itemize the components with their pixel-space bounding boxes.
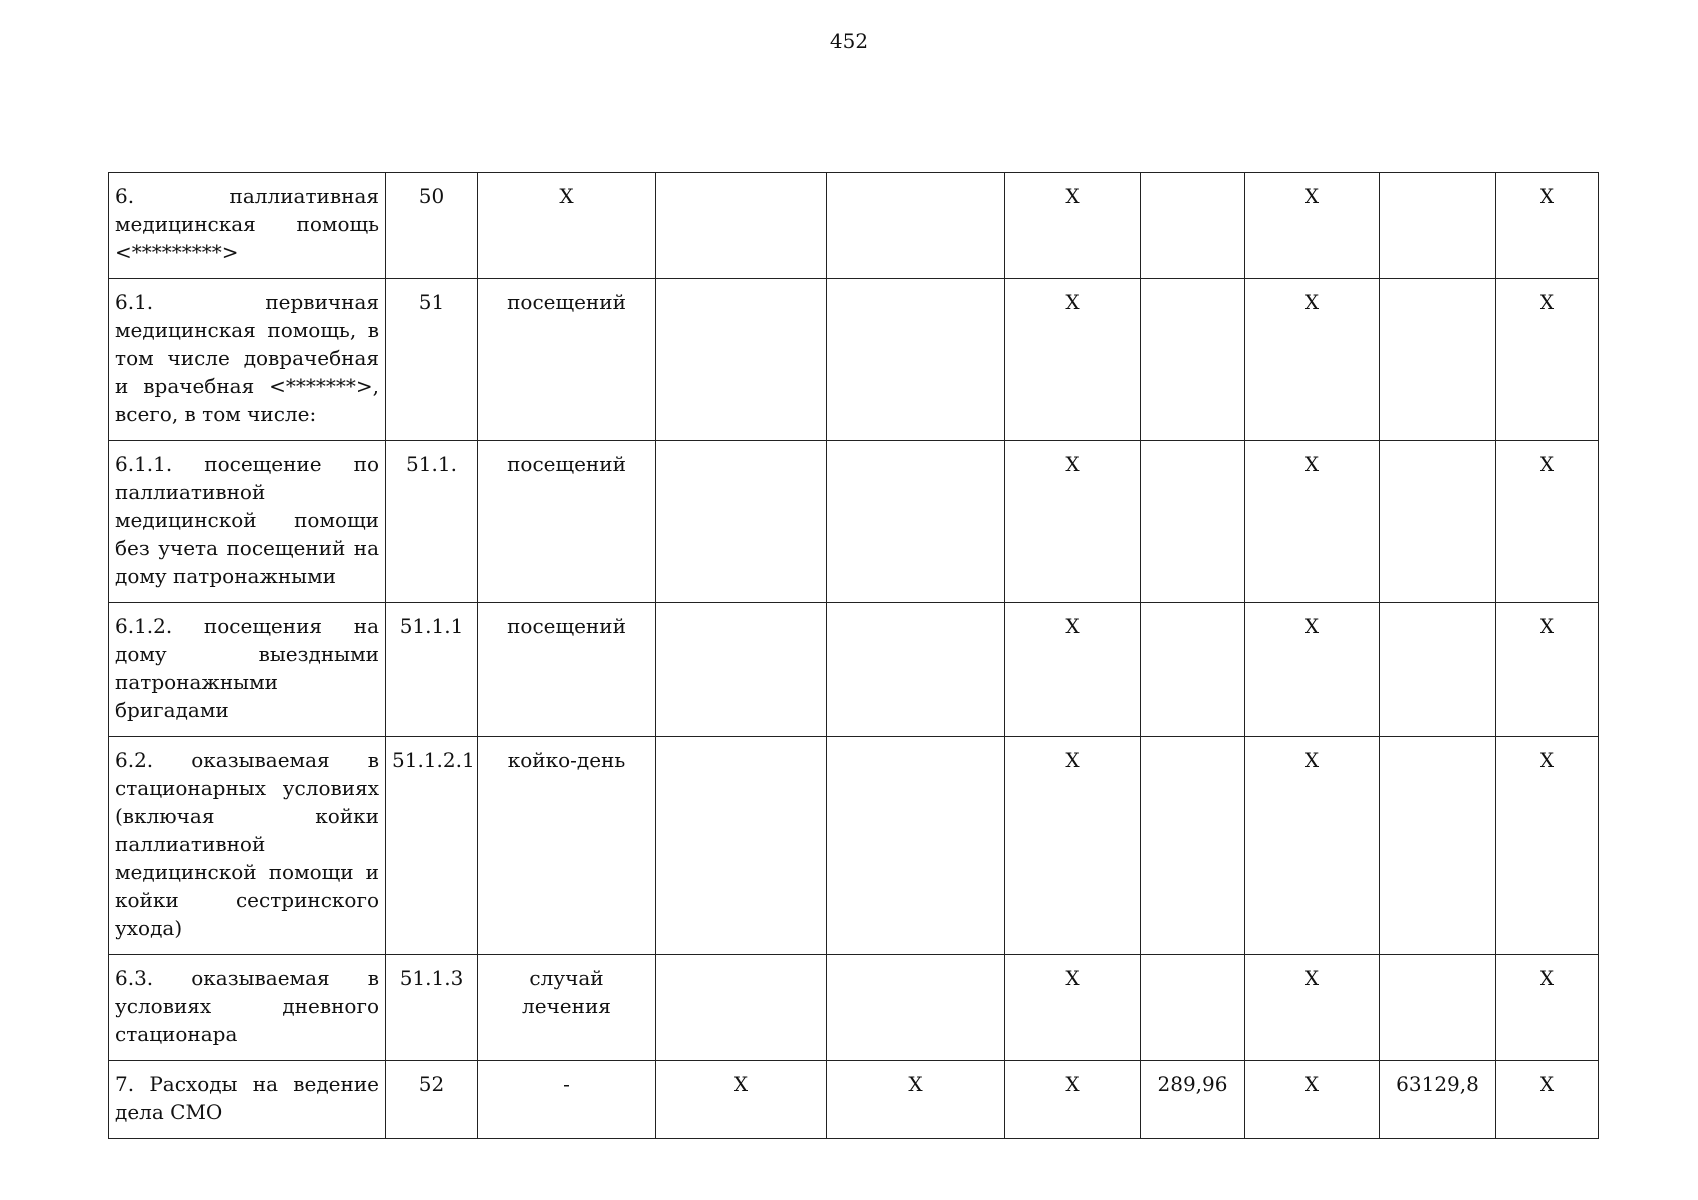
row-name-cell: 6.1.1. посещение по паллиативной медицинской помощи без учета посещений на дому патронажными bbox=[109, 441, 386, 603]
row-cell-5 bbox=[827, 173, 1005, 279]
row-cell-10: Х bbox=[1496, 955, 1599, 1061]
row-cell-4: Х bbox=[656, 1061, 827, 1139]
row-cell-9 bbox=[1380, 603, 1496, 737]
table-row bbox=[109, 955, 1599, 1061]
row-unit-cell: посещений bbox=[478, 603, 656, 737]
row-code-cell: 51 bbox=[386, 279, 478, 441]
row-cell-4 bbox=[656, 279, 827, 441]
row-name-cell: 7. Расходы на ведение дела СМО bbox=[109, 1061, 386, 1139]
row-code-cell: 50 bbox=[386, 173, 478, 279]
row-name-cell: 6. паллиативная медицинская помощь <*********> bbox=[109, 173, 386, 279]
row-cell-6: Х bbox=[1005, 173, 1141, 279]
row-cell-9 bbox=[1380, 441, 1496, 603]
row-unit-cell: койко-день bbox=[478, 737, 656, 955]
row-cell-5 bbox=[827, 955, 1005, 1061]
row-cell-7 bbox=[1141, 955, 1245, 1061]
row-unit-cell: посещений bbox=[478, 279, 656, 441]
row-cell-8: Х bbox=[1245, 173, 1380, 279]
row-cell-7 bbox=[1141, 441, 1245, 603]
row-cell-8: Х bbox=[1245, 603, 1380, 737]
row-cell-9 bbox=[1380, 737, 1496, 955]
row-cell-9 bbox=[1380, 173, 1496, 279]
row-cell-5 bbox=[827, 737, 1005, 955]
table-row bbox=[109, 441, 1599, 603]
row-name-cell: 6.1.2. посещения на дому выездными патронажными бригадами bbox=[109, 603, 386, 737]
row-cell-4 bbox=[656, 603, 827, 737]
row-cell-8: Х bbox=[1245, 737, 1380, 955]
table-row bbox=[109, 737, 1599, 955]
table-row bbox=[109, 173, 1599, 279]
row-cell-4 bbox=[656, 955, 827, 1061]
row-cell-7: 289,96 bbox=[1141, 1061, 1245, 1139]
row-cell-7 bbox=[1141, 279, 1245, 441]
row-cell-8: Х bbox=[1245, 279, 1380, 441]
row-cell-5 bbox=[827, 441, 1005, 603]
row-cell-10: Х bbox=[1496, 1061, 1599, 1139]
row-code-cell: 52 bbox=[386, 1061, 478, 1139]
page-number: 452 bbox=[829, 29, 869, 53]
row-unit-cell: - bbox=[478, 1061, 656, 1139]
row-cell-8: Х bbox=[1245, 955, 1380, 1061]
table-row bbox=[109, 1061, 1599, 1139]
row-cell-10: Х bbox=[1496, 441, 1599, 603]
row-cell-6: Х bbox=[1005, 279, 1141, 441]
row-cell-4 bbox=[656, 737, 827, 955]
table-row bbox=[109, 279, 1599, 441]
row-cell-8: Х bbox=[1245, 1061, 1380, 1139]
row-cell-6: Х bbox=[1005, 1061, 1141, 1139]
row-cell-9: 63129,8 bbox=[1380, 1061, 1496, 1139]
row-cell-10: Х bbox=[1496, 737, 1599, 955]
row-cell-5 bbox=[827, 279, 1005, 441]
row-cell-4 bbox=[656, 173, 827, 279]
row-cell-8: Х bbox=[1245, 441, 1380, 603]
row-cell-6: Х bbox=[1005, 955, 1141, 1061]
row-cell-9 bbox=[1380, 279, 1496, 441]
row-cell-7 bbox=[1141, 603, 1245, 737]
row-cell-7 bbox=[1141, 737, 1245, 955]
row-cell-10: Х bbox=[1496, 173, 1599, 279]
row-cell-6: Х bbox=[1005, 737, 1141, 955]
row-unit-cell: случай лечения bbox=[478, 955, 656, 1061]
table-row bbox=[109, 603, 1599, 737]
row-cell-5 bbox=[827, 603, 1005, 737]
row-unit-cell: Х bbox=[478, 173, 656, 279]
row-cell-4 bbox=[656, 441, 827, 603]
row-cell-10: Х bbox=[1496, 279, 1599, 441]
row-cell-6: Х bbox=[1005, 441, 1141, 603]
row-code-cell: 51.1.2.1 bbox=[386, 737, 478, 955]
row-cell-9 bbox=[1380, 955, 1496, 1061]
row-unit-cell: посещений bbox=[478, 441, 656, 603]
row-name-cell: 6.1. первичная медицинская помощь, в том числе доврачебная и врачебная <*******>, всего, в том числе: bbox=[109, 279, 386, 441]
data-table bbox=[108, 172, 1599, 1139]
row-name-cell: 6.2. оказываемая в стационарных условиях (включая койки паллиативной медицинской помощи и койки сестринского ухода) bbox=[109, 737, 386, 955]
row-code-cell: 51.1. bbox=[386, 441, 478, 603]
row-cell-6: Х bbox=[1005, 603, 1141, 737]
row-cell-10: Х bbox=[1496, 603, 1599, 737]
row-cell-7 bbox=[1141, 173, 1245, 279]
row-code-cell: 51.1.1 bbox=[386, 603, 478, 737]
row-cell-5: Х bbox=[827, 1061, 1005, 1139]
row-name-cell: 6.3. оказываемая в условиях дневного стационара bbox=[109, 955, 386, 1061]
row-code-cell: 51.1.3 bbox=[386, 955, 478, 1061]
